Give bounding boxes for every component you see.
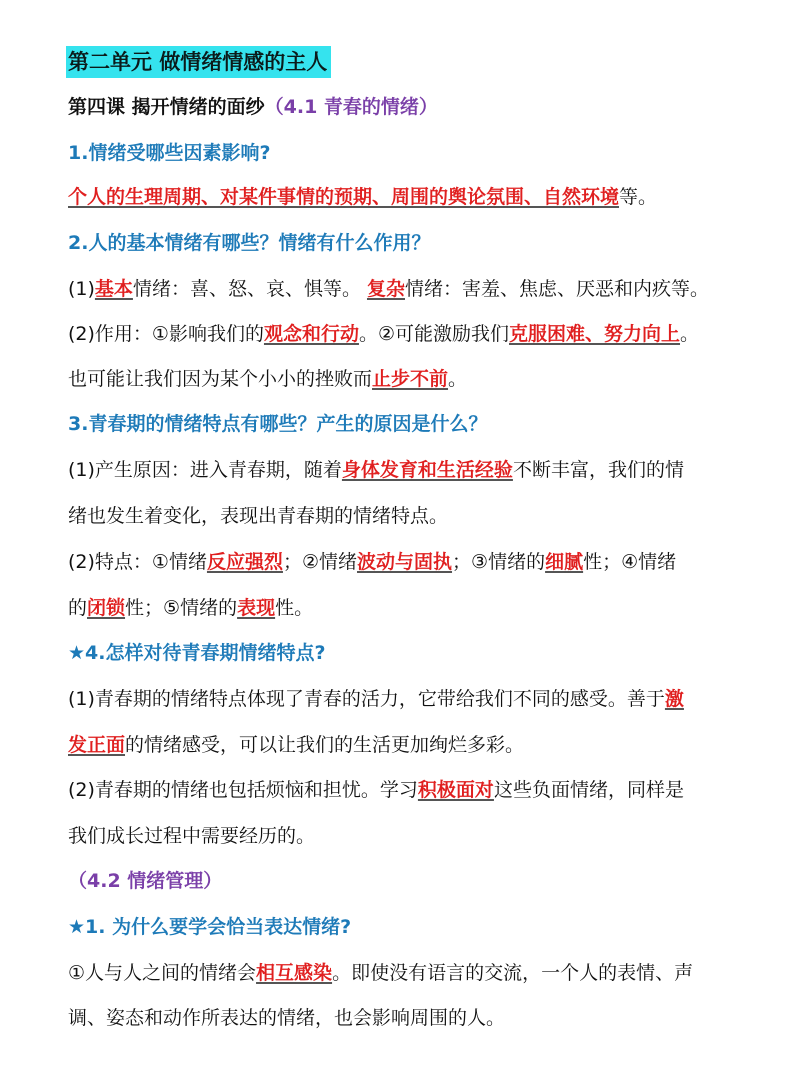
question-3-p2-line1 <box>68 548 676 576</box>
key-phrase: 波动与固执 <box>357 551 453 573</box>
answer-text: (1) <box>68 278 95 300</box>
answer-text: 这些负面情绪，同样是 <box>493 779 684 801</box>
key-phrase: 基本 <box>94 278 133 300</box>
question-3-p1-line2: 绪也发生着变化，表现出青春期的情绪特点。 <box>68 505 449 527</box>
answer-text: 。 <box>680 323 700 345</box>
question-3-p1-line1 <box>68 456 684 484</box>
lesson-heading <box>68 93 438 121</box>
s2-question-1-line1 <box>68 959 693 987</box>
answer-text: 性；④情绪 <box>583 551 677 573</box>
key-phrase: 身体发育和生活经验 <box>341 459 513 481</box>
answer-text: 的 <box>68 597 88 619</box>
question-2-p1 <box>68 275 709 303</box>
answer-text: 。 <box>448 368 468 390</box>
key-phrase: 积极面对 <box>417 779 494 801</box>
question-1-answer <box>68 183 657 211</box>
answer-text: (2)特点：①情绪 <box>68 551 207 573</box>
question-4-p1-line2 <box>68 731 524 759</box>
key-phrase: 观念和行动 <box>263 323 359 345</box>
question-4-p2-line1 <box>68 776 684 804</box>
question-3-p2-line2 <box>68 594 313 622</box>
key-phrase: 相互感染 <box>256 962 333 984</box>
answer-text: 等。 <box>619 186 658 208</box>
answer-text: 不断丰富，我们的情 <box>512 459 684 481</box>
answer-text: 情绪：喜、怒、哀、惧等。 <box>132 278 367 300</box>
question-3-title: 3.青春期的情绪特点有哪些？产生的原因是什么？ <box>68 413 488 435</box>
key-phrase: 发正面 <box>68 734 126 756</box>
answer-text: (1)青春期的情绪特点体现了青春的活力，它带给我们不同的感受。善于 <box>68 688 665 710</box>
key-phrase: 止步不前 <box>372 368 449 390</box>
answer-text: (2)作用：①影响我们的 <box>68 323 264 345</box>
answer-text: 也可能让我们因为某个小小的挫败而 <box>68 368 373 390</box>
key-phrase: 激 <box>664 688 684 710</box>
s2-question-1-title: ★1. 为什么要学会恰当表达情绪? <box>68 916 352 938</box>
answer-text: 性；⑤情绪的 <box>125 597 238 619</box>
key-phrase: 反应强烈 <box>206 551 283 573</box>
unit-title: 第二单元 做情绪情感的主人 <box>66 46 331 78</box>
question-4-p1-line1 <box>68 685 684 713</box>
key-phrase: 个人的生理周期、对某件事情的预期、周围的舆论氛围、自然环境 <box>68 186 620 208</box>
question-4-p2-line2: 我们成长过程中需要经历的。 <box>68 825 316 847</box>
question-2-p3 <box>68 365 467 393</box>
key-phrase: 闭锁 <box>87 597 126 619</box>
question-4-title: ★4.怎样对待青春期情绪特点? <box>68 642 326 664</box>
answer-text: 情绪：害羞、焦虑、厌恶和内疚等。 <box>405 278 710 300</box>
section-2-heading: （4.2 情绪管理） <box>68 870 223 892</box>
answer-text: ；③情绪的 <box>452 551 546 573</box>
s2-question-1-line2: 调、姿态和动作所表达的情绪，也会影响周围的人。 <box>68 1007 506 1029</box>
key-phrase: 复杂 <box>366 278 405 300</box>
key-phrase: 表现 <box>237 597 276 619</box>
answer-text: (2)青春期的情绪也包括烦恼和担忧。学习 <box>68 779 418 801</box>
answer-text: (1)产生原因：进入青春期，随着 <box>68 459 342 481</box>
lesson-title: 第四课 揭开情绪的面纱 <box>68 96 265 118</box>
answer-text: ；②情绪 <box>282 551 358 573</box>
answer-text: 性。 <box>275 597 314 619</box>
answer-text: ①人与人之间的情绪会 <box>68 962 257 984</box>
answer-text: 的情绪感受，可以让我们的生活更加绚烂多彩。 <box>125 734 525 756</box>
answer-text: 。即使没有语言的交流，一个人的表情、声 <box>332 962 694 984</box>
question-2-p2 <box>68 320 699 348</box>
answer-text: 。②可能激励我们 <box>358 323 510 345</box>
key-phrase: 克服困难、努力向上 <box>509 323 681 345</box>
question-2-title: 2.人的基本情绪有哪些？情绪有什么作用？ <box>68 232 431 254</box>
key-phrase: 细腻 <box>545 551 584 573</box>
question-1-title: 1.情绪受哪些因素影响? <box>68 142 271 164</box>
lesson-section: （4.1 青春的情绪） <box>264 96 438 118</box>
